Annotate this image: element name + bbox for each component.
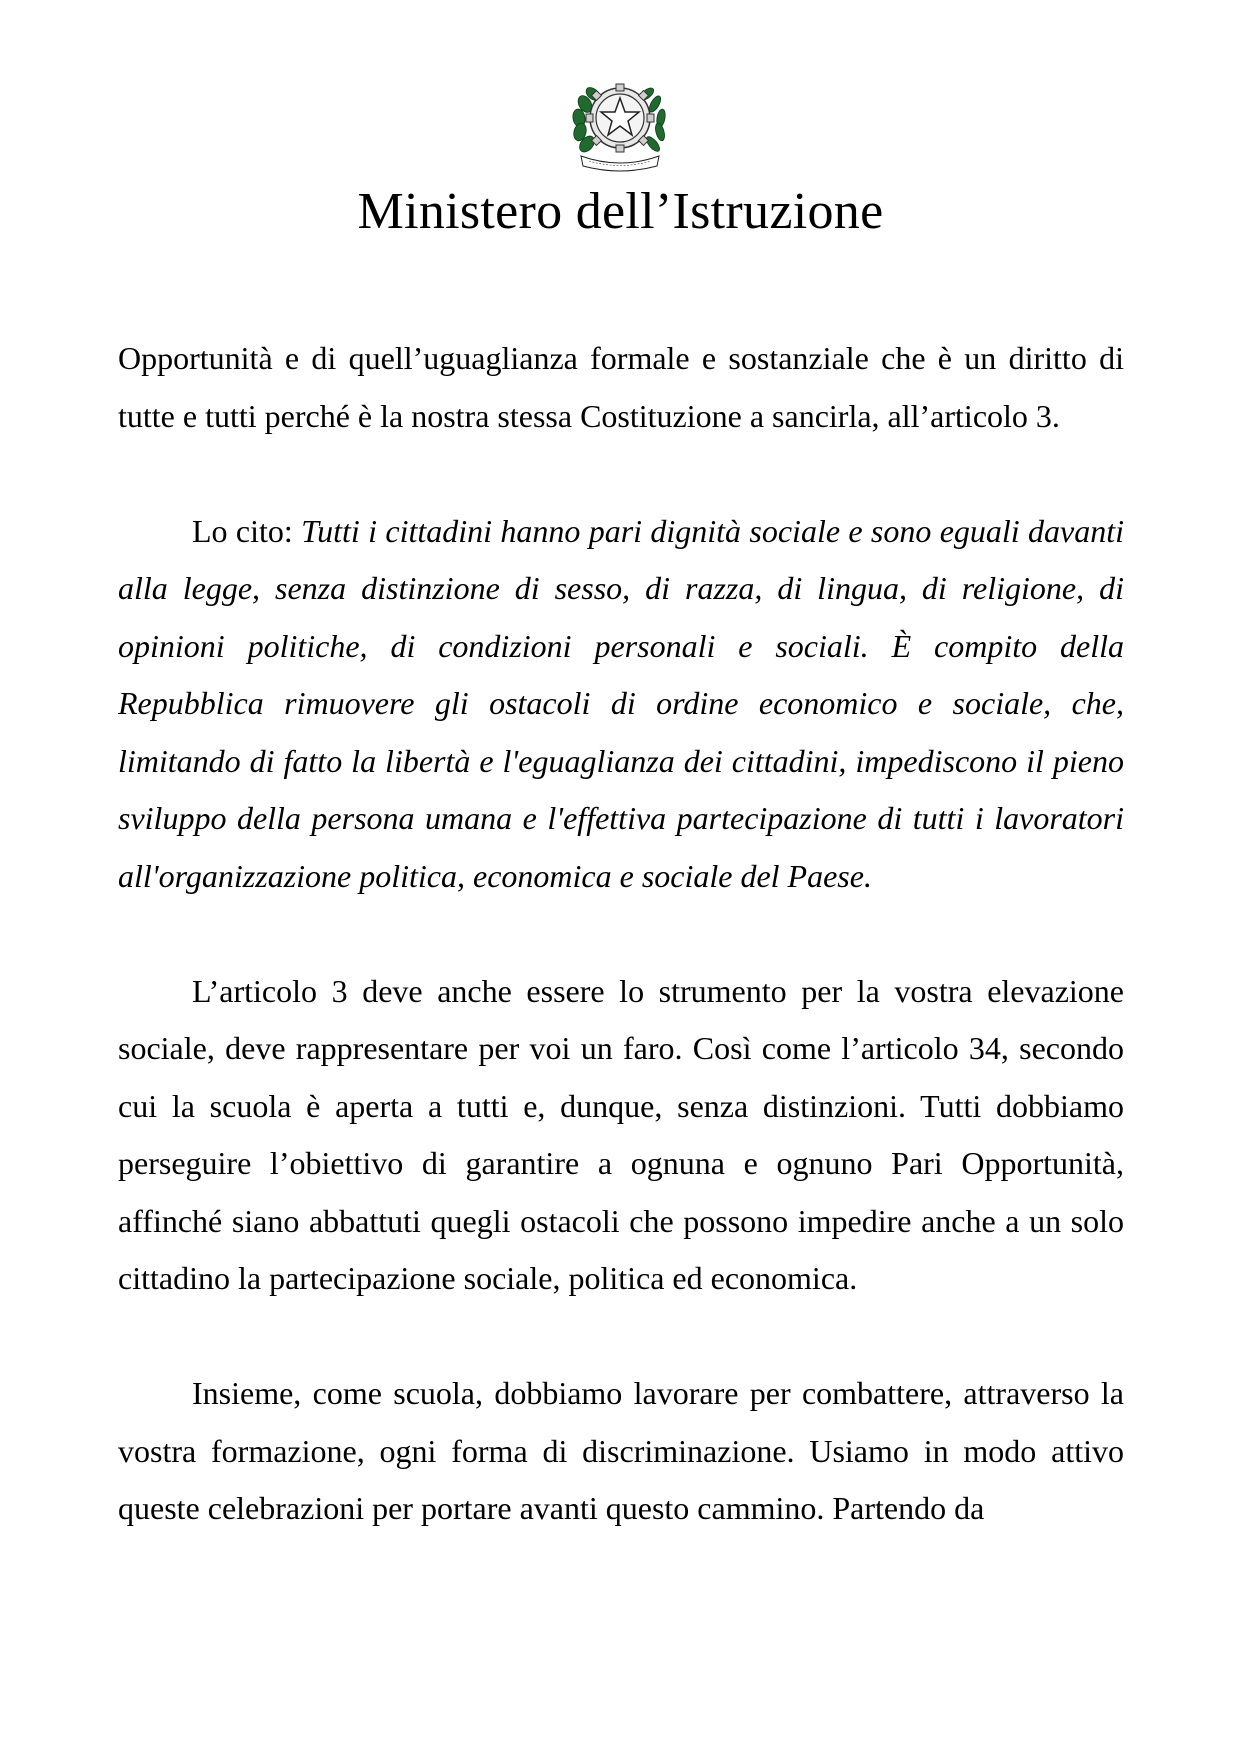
paragraph-gap xyxy=(118,905,1124,963)
paragraph-3: L’articolo 3 deve anche essere lo strumento per la vostra elevazione sociale, deve rappresentare per voi un faro. Così come l’articolo 34, secondo cui la scuola è aperta a tutti e, dunque, senza distinzioni. Tutti dobbiamo perseguire l’obiettivo di garantire a ognuna e ognuno Pari Opportunità, affinché siano abbattuti quegli ostacoli che possono impedire anche a un solo cittadino la partecipazione sociale, politica ed economica. xyxy=(118,972,1124,1296)
paragraph-2 xyxy=(118,503,1124,906)
paragraph-4: Insieme, come scuola, dobbiamo lavorare per combattere, attraverso la vostra formazione, ogni forma di discriminazione. Usiamo in modo attivo queste celebrazioni per portare avanti questo cammino. Partendo da xyxy=(118,1375,1124,1526)
paragraph-gap xyxy=(118,445,1124,503)
paragraph-gap xyxy=(118,1308,1124,1366)
paragraph-1: Opportunità e di quell’uguaglianza formale e sostanziale che è un diritto di tutte e tutti perché è la nostra stessa Costituzione a sancirla, all’articolo 3. xyxy=(118,340,1124,434)
constitution-quote: Tutti i cittadini hanno pari dignità sociale e sono eguali davanti alla legge, senza distinzione di sesso, di razza, di lingua, di religione, di opinioni politiche, di condizioni personali e sociali. È compito della Repubblica rimuovere gli ostacoli di ordine economico e sociale, che, limitando di fatto la libertà e l'eguaglianza dei cittadini, impediscono il pieno sviluppo della persona umana e l'effettiva partecipazione di tutti i lavoratori all'organizzazione politica, economica e sociale del Paese. xyxy=(118,512,1125,894)
ministry-title: Ministero dell’Istruzione xyxy=(357,183,884,240)
emblem-of-italy xyxy=(567,74,673,174)
paragraph-2-intro: Lo cito: xyxy=(192,512,302,549)
document-body xyxy=(118,330,1124,1538)
